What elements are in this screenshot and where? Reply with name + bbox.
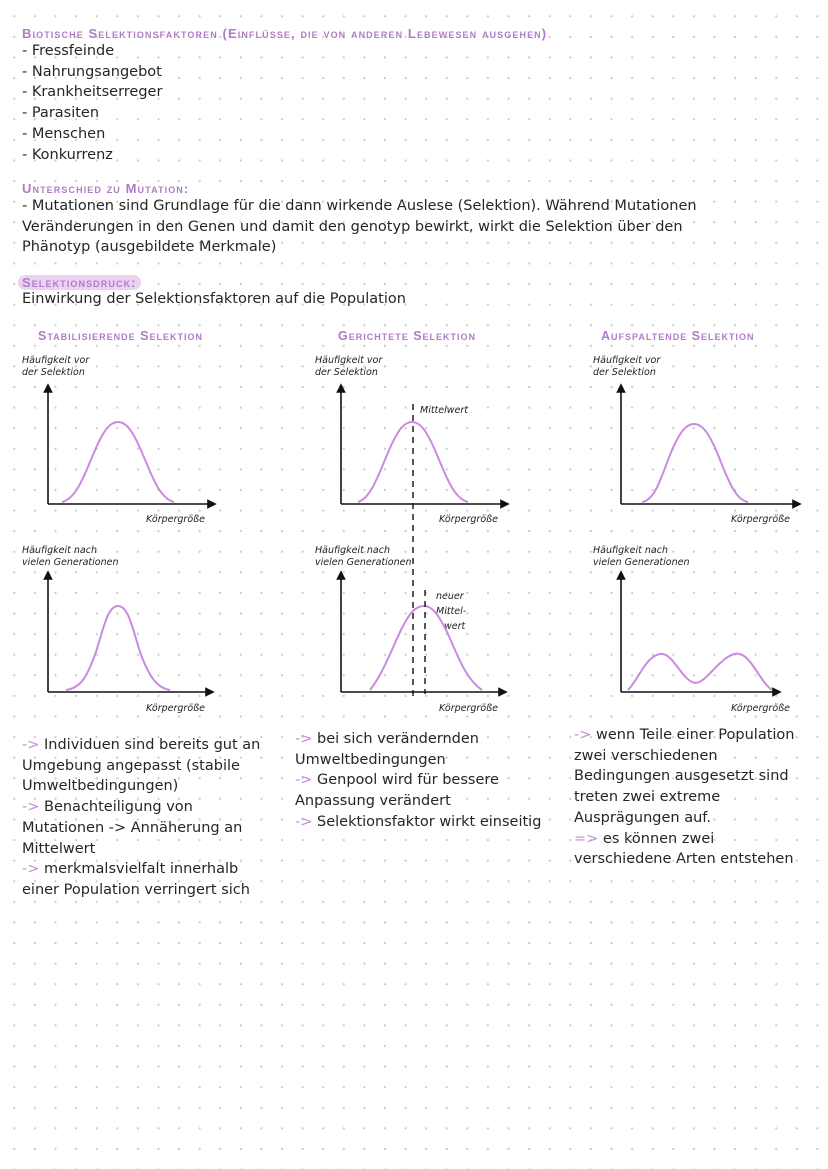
c3-top-graph — [621, 388, 797, 504]
col-title-directional: Gerichtete Selektion — [338, 329, 477, 343]
arrow-icon: -> — [22, 737, 40, 753]
frequency-curve — [66, 606, 170, 690]
note-line — [574, 766, 794, 787]
list-item: - Krankheitserreger — [22, 84, 163, 101]
note-line — [295, 812, 541, 833]
arrow-icon: -> — [295, 731, 313, 747]
ylabel-line: Häufigkeit vor — [22, 355, 90, 366]
arrow-icon: -> — [22, 799, 40, 816]
list-item: - Menschen — [22, 125, 106, 142]
note-text: Individuen sind bereits gut an — [39, 737, 261, 753]
arrow-icon: -> — [22, 861, 40, 878]
col-title-stabilizing: Stabilisierende Selektion — [38, 329, 203, 343]
c2-top-xlabel: Körpergröße — [439, 514, 498, 525]
list-item: - Nahrungsangebot — [22, 63, 162, 80]
note-text: zwei verschiedenen — [574, 747, 718, 764]
frequency-curve — [628, 654, 772, 690]
ylabel-line: Häufigkeit nach — [22, 545, 97, 556]
note-text: Umgebung angepasst (stabile — [22, 757, 240, 774]
c1-bottom-graph — [48, 575, 210, 692]
list-item: - Konkurrenz — [22, 146, 113, 163]
note-text: Anpassung verändert — [295, 793, 451, 810]
note-line — [22, 818, 260, 839]
frequency-curve — [370, 606, 482, 690]
c1-top-xlabel: Körpergröße — [146, 514, 205, 525]
c3-notes — [574, 725, 794, 870]
note-line — [22, 756, 260, 777]
arrow-icon: -> — [295, 772, 313, 789]
c3-top-xlabel: Körpergröße — [731, 514, 790, 525]
mutation-line: Phänotyp (ausgebildete Merkmale) — [22, 239, 277, 256]
note-line — [574, 746, 794, 767]
mutation-heading: Unterschied zu Mutation: — [22, 181, 190, 196]
note-line — [22, 797, 260, 818]
note-text: einer Population verringert sich — [22, 881, 250, 898]
arrow-icon: => — [574, 830, 599, 847]
note-text: Umweltbedingungen) — [22, 778, 179, 795]
note-text: Mutationen -> Annäherung an — [22, 819, 243, 836]
note-line — [574, 725, 794, 746]
note-line — [22, 735, 260, 756]
c2-notes — [295, 729, 541, 833]
col-title-disruptive: Aufspaltende Selektion — [601, 329, 755, 343]
note-text: Selektionsfaktor wirkt einseitig — [312, 813, 542, 830]
note-text: Genpool wird für bessere — [312, 772, 499, 789]
note-line — [22, 880, 260, 901]
note-text: Bedingungen ausgesetzt sind — [574, 768, 789, 785]
mutation-line: - Mutationen sind Grundlage für die dann wirkende Auslese (Selektion). Während Mutationen — [22, 198, 697, 214]
note-line — [295, 729, 541, 750]
note-text: bei sich verändernden — [312, 731, 479, 747]
frequency-curve — [62, 422, 174, 502]
frequency-curve — [642, 424, 748, 502]
note-line — [22, 776, 260, 797]
ylabel-line: der Selektion — [22, 367, 85, 378]
list-item: - Fressfeinde — [22, 43, 115, 59]
c3-bottom-graph — [621, 575, 777, 692]
c1-top-graph — [48, 388, 212, 504]
note-line — [574, 787, 794, 808]
note-line — [22, 859, 260, 880]
note-line — [295, 791, 541, 812]
mutation-line: Veränderungen in den Genen und damit den genotyp bewirkt, wirkt die Selektion über den — [22, 218, 683, 235]
biotic-heading: Biotische Selektionsfaktoren (Einflüsse, die von anderen Lebewesen ausgehen) — [22, 26, 548, 41]
note-line — [295, 770, 541, 791]
ylabel-line: Häufigkeit vor — [315, 355, 383, 366]
ylabel-line: Häufigkeit nach — [315, 545, 390, 556]
annotation-line: Mittel- — [436, 606, 467, 617]
note-line — [574, 808, 794, 829]
note-text: merkmalsvielfalt innerhalb — [39, 861, 239, 878]
list-item: - Parasiten — [22, 105, 100, 122]
annotation-line: wert — [444, 621, 466, 632]
c2-bottom-xlabel: Körpergröße — [439, 703, 498, 714]
note-text: treten zwei extreme — [574, 789, 721, 806]
ylabel-line: Häufigkeit nach — [593, 545, 668, 556]
c2-top-annotation: Mittelwert — [420, 405, 469, 416]
note-line — [22, 839, 260, 860]
c2-bottom-graph — [341, 575, 503, 694]
note-line — [295, 750, 541, 771]
pressure-text: Einwirkung der Selektionsfaktoren auf die Population — [22, 291, 406, 307]
note-text: wenn Teile einer Population — [591, 727, 795, 743]
ylabel-line: Häufigkeit vor — [593, 355, 661, 366]
note-text: es können zwei — [598, 830, 715, 847]
ylabel-line: der Selektion — [593, 367, 656, 378]
note-text: Umweltbedingungen — [295, 751, 446, 768]
note-text: Ausprägungen auf. — [574, 809, 711, 826]
ylabel-line: vielen Generationen — [593, 557, 690, 568]
note-line — [574, 849, 794, 870]
c1-bottom-xlabel: Körpergröße — [146, 703, 205, 714]
ylabel-line: vielen Generationen — [315, 557, 412, 568]
note-text: verschiedene Arten entstehen — [574, 851, 794, 868]
pressure-heading-text: Selektionsdruck: — [18, 275, 141, 290]
arrow-icon: -> — [295, 813, 313, 830]
annotation-line: neuer — [436, 591, 464, 602]
note-text: Mittelwert — [22, 840, 96, 857]
arrow-icon: -> — [574, 727, 592, 743]
c1-notes — [22, 735, 260, 901]
ylabel-line: vielen Generationen — [22, 557, 119, 568]
c3-bottom-xlabel: Körpergröße — [731, 703, 790, 714]
ylabel-line: der Selektion — [315, 367, 378, 378]
note-text: Benachteiligung von — [39, 799, 193, 816]
c2-top-graph — [341, 388, 505, 700]
note-line — [574, 829, 794, 850]
